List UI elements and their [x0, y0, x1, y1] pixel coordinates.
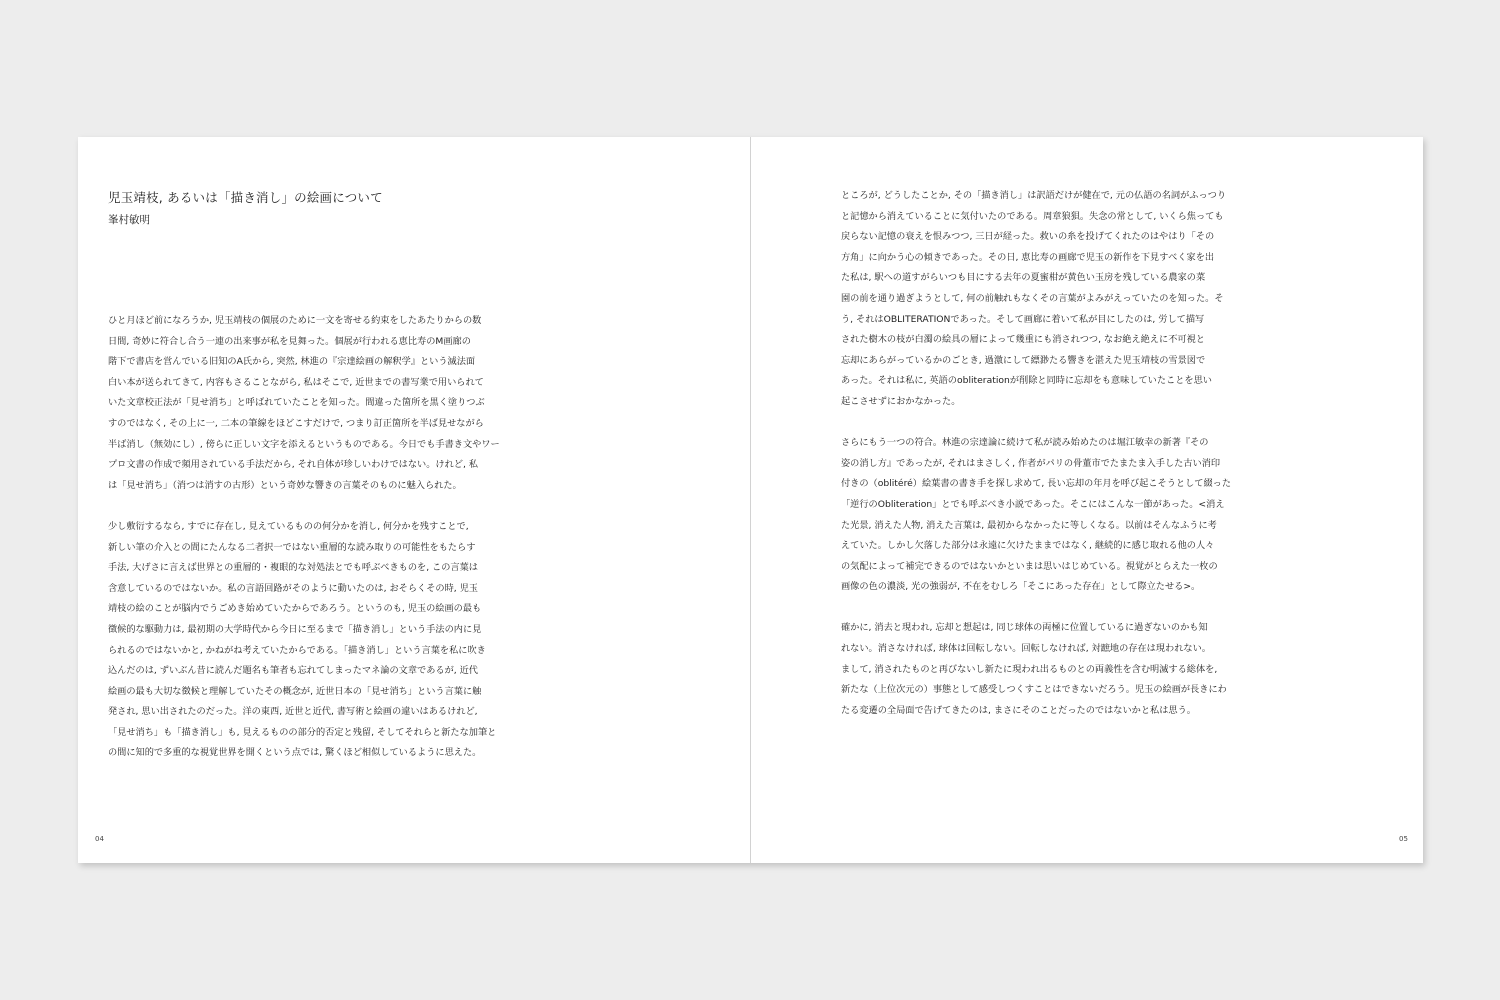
text-line: さらにもう一つの符合。林進の宗達論に続けて私が読み始めたのは堀江敏幸の新著『その — [841, 437, 1209, 449]
text-line: 新たな（上位次元の）事態として感受しつくすことはできないだろう。児玉の絵画が長きにわ — [841, 684, 1227, 696]
text-line: ひと月ほど前になろうか, 児玉靖枝の個展のために一文を寄せる約束をしたあたりからの数 — [108, 315, 482, 326]
text-line: 含意しているのではないか。私の言語回路がそのように動いたのは, おそらくその時, 児玉 — [108, 582, 478, 594]
text-line: 靖枝の絵のことが脳内でうごめき始めていたからであろう。というのも, 児玉の絵画の最も — [108, 603, 482, 615]
text-line: 「見せ消ち」も「描き消し」も, 見えるものの部分的否定と残留, そしてそれらと新たな加筆と — [108, 726, 497, 738]
text-line: 手法, 大げさに言えば世界との重層的・複眼的な対処法とでも呼ぶべきものを, この言葉は — [108, 562, 478, 574]
text-line: 白い本が送られてきて, 内容もさることながら, 私はそこで, 近世までの書写業で用いられて — [108, 376, 484, 388]
text-line: えていた。しかし欠落した部分は永遠に欠けたままではなく, 継続的に感じ取れる他の人々 — [841, 540, 1215, 552]
right-page — [751, 137, 1423, 863]
author-name: 峯村敏明 — [108, 214, 150, 226]
text-line: の間に知的で多重的な視覚世界を開くという点では, 驚くほど相似しているように思えた。 — [108, 747, 482, 759]
text-line: られるのではないかと, かねがね考えていたからである。「描き消し」という言葉を私に吹き — [108, 644, 486, 656]
text-line: 姿の消し方』であったが, それはまさしく, 作者がパリの骨董市でたまたま入手した古い消印 — [841, 457, 1221, 469]
text-line: 日間, 奇妙に符合し合う一連の出来事が私を見舞った。個展が行われる恵比寿のM画廊の — [108, 335, 471, 347]
text-line: 新しい筆の介入との間にたんなる二者択一ではない重層的な読み取りの可能性をもたらす — [108, 541, 476, 553]
text-line: ところが, どうしたことか, その「描き消し」は訳語だけが健在で, 元の仏語の名詞がふっつり — [841, 190, 1227, 201]
text-line: う, それはOBLITERATIONであった。そして画廊に着いて私が目にしたのは, 労して描写 — [841, 313, 1205, 325]
text-line: 少し敷衍するなら, すでに存在し, 見えているものの何分かを消し, 何分かを残すことで, — [108, 520, 469, 532]
text-line: あった。それは私に, 英語のobliterationが削除と同時に忘却をも意味していたことを思い — [841, 375, 1212, 387]
text-line: たる変遷の全局面で告げてきたのは, まさにそのことだったのではないかと私は思う。 — [841, 704, 1196, 716]
text-line: れない。消さなければ, 球体は回転しない。回転しなければ, 対蹠地の存在は現われない。 — [841, 643, 1211, 655]
page-number-left: 04 — [95, 835, 104, 843]
left-page — [78, 137, 750, 863]
left-body-text — [108, 311, 518, 764]
paragraph-gap — [841, 413, 1251, 434]
page-number-right: 05 — [1399, 835, 1408, 843]
text-line: 発され, 思い出されたのだった。洋の東西, 近世と近代, 書写術と絵画の違いはあるけれど, — [108, 706, 478, 718]
text-line: の気配によって補完できるのではないかといまは思いはじめている。視覚がとらえた一枚の — [841, 560, 1218, 572]
right-body-text — [841, 186, 1251, 721]
paragraph-gap — [108, 496, 518, 517]
text-line: た私は, 駅への道すがらいつも目にする去年の夏蜜柑が黄色い玉房を残している農家の菜 — [841, 272, 1206, 284]
paragraph-gap — [841, 598, 1251, 619]
text-line: 込んだのは, ずいぶん昔に読んだ題名も筆者も忘れてしまったマネ論の文章であるが, 近代 — [108, 665, 478, 677]
text-line: 確かに, 消去と現われ, 忘却と想起は, 同じ球体の両極に位置しているに過ぎないのかも知 — [841, 622, 1208, 634]
text-line: 画像の色の濃淡, 光の強弱が, 不在をむしろ「そこにあった存在」として際立たせる>。 — [841, 581, 1201, 593]
text-line: 園の前を通り過ぎようとして, 何の前触れもなくその言葉がよみがえっていたのを知った。そ — [841, 292, 1224, 304]
text-line: すのではなく, その上に一, 二本の筆線をほどこすだけで, つまり訂正箇所を半ば見せながら — [108, 417, 484, 429]
text-line: まして, 消されたものと再びないし新たに現われ出るものとの両義性を含む明滅する総体を, — [841, 663, 1218, 675]
text-line: された樹木の枝が白濁の絵具の層によって幾重にも消されつつ, なお絶え絶えに不可視と — [841, 334, 1205, 346]
text-line: いた文章校正法が「見せ消ち」と呼ばれていたことを知った。間違った箇所を黒く塗りつぶ — [108, 397, 485, 409]
text-line: 付きの（oblitéré）絵葉書の書き手を探し求めて, 長い忘却の年月を呼び起こそうとして綴った — [841, 478, 1232, 490]
text-line: 戻らない記憶の衰えを恨みつつ, 三日が経った。救いの糸を投げてくれたのはやはり「その — [841, 231, 1215, 243]
text-line: 方角」に向かう心の傾きであった。その日, 恵比寿の画廊で児玉の新作を下見すべく家を出 — [841, 251, 1215, 263]
text-line: と記憶から消えていることに気付いたのである。周章狼狽。失念の常として, いくら焦っても — [841, 210, 1224, 222]
text-line: 半ば消し（無効にし）, 傍らに正しい文字を添えるというものである。今日でも手書き文やワー — [108, 438, 500, 450]
text-line: 絵画の最も大切な徴候と理解していたその概念が, 近世日本の「見せ消ち」という言葉に触 — [108, 685, 482, 697]
text-line: プロ文書の作成で頻用されている手法だから, それ自体が珍しいわけではない。けれど, 私 — [108, 459, 478, 471]
book-spread — [78, 137, 1423, 863]
text-line: は「見せ消ち」（消つは消すの古形）という奇妙な響きの言葉そのものに魅入られた。 — [108, 479, 462, 491]
text-line: 徴候的な駆動力は, 最初期の大学時代から今日に至るまで「描き消し」という手法の内に見 — [108, 623, 482, 635]
text-line: 階下で書店を営んでいる旧知のA氏から, 突然, 林進の『宗達絵画の解釈学』という滅法面 — [108, 356, 476, 368]
text-line: 忘却にあらがっているかのごとき, 過激にして縹渺たる響きを湛えた児玉靖枝の雪景図で — [841, 354, 1206, 366]
text-line: た光景, 消えた人物, 消えた言葉は, 最初からなかったに等しくなる。以前はそんなふうに考 — [841, 519, 1217, 531]
text-line: 「逆行のObliteration」とでも呼ぶべき小説であった。そこにはこんな一節があった。<消え — [841, 498, 1225, 510]
text-line: 起こさせずにおかなかった。 — [841, 395, 961, 407]
essay-title: 児玉靖枝, あるいは「描き消し」の絵画について — [108, 190, 383, 205]
